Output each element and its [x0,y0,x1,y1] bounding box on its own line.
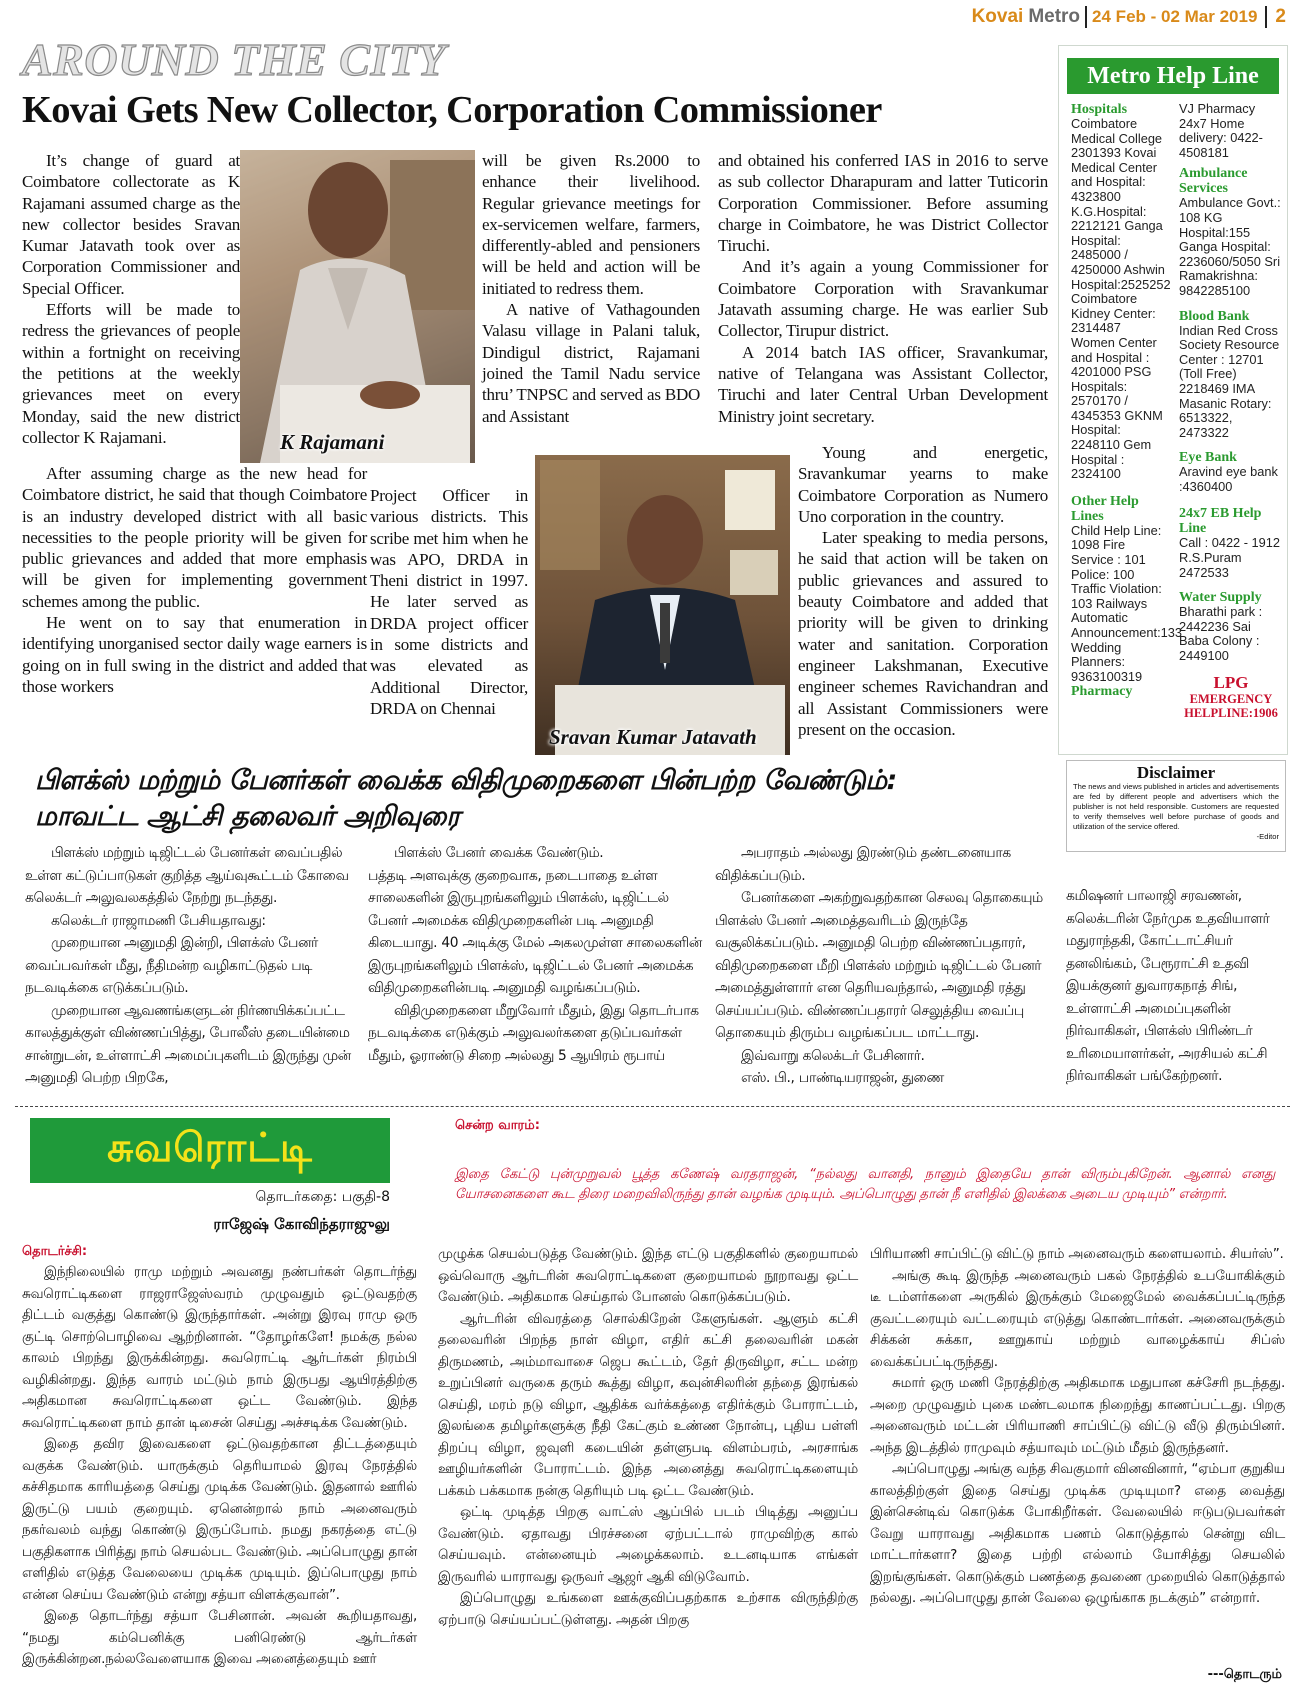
article-paragraph: A 2014 batch IAS officer, Sravankumar, native of Telangana was Assistant Collector, Tiruchi and later Central Urban Development Ministry joint secretary. [718,342,1048,426]
disclaimer-box [1066,760,1286,852]
tamil-paragraph: விதிமுறைகளை மீறுவோர் மீதும், இது தொடர்பாக நடவடிக்கை எடுக்கும் அலுவலர்களை தடுப்பவர்கள் மீதும், ஓராண்டு சிறை அல்லது 5 ஆயிரம் ரூபாய் [368,1002,699,1064]
article-paragraph: Project Officer in various districts. This scribe met him when he was APO, DRDA in Theni district in 1997. He later served as DRDA project officer in some districts and was elevated as Additional Director, DRDA on Chennai [370,486,528,718]
masthead-divider [1085,6,1087,28]
article-col-2 [482,150,700,427]
serial-paragraph: சுமார் ஒரு மணி நேரத்திற்கு அதிகமாக மதுபான கச்சேரி நடந்தது. அறை முழுவதும் புகை மண்டலமாக நிறைந்து காணப்பட்டது. பிறகு அனைவரும் மட்டன் பிரியாணி சாப்பிட்டு விட்டு வீடு திரும்பினர். அந்த இடத்தில் ராமுவும் சத்யாவும் மட்டும் மீதம் இருந்தனர். [870,1375,1285,1456]
serial-col-1 [22,1262,417,1671]
helpline-text: Ambulance Govt.: 108 KG Hospital:155 Ganga Hospital: 2236060/5050 Sri Ramakrishna: 9842285100 [1179,195,1281,298]
tamil-paragraph: இவ்வாறு கலெக்டர் பேசினார். [741,1047,925,1064]
portrait-illustration [240,150,475,463]
photo-caption-rajamani: K Rajamani [280,430,385,454]
helpline-text: Aravind eye bank :4360400 [1179,464,1278,494]
article-paragraph: and obtained his conferred IAS in 2016 to serve as sub collector Dharapuram and latter Tuticorin Corporation Commissioner. Before assuming charge in Coimbatore, he was District Collector Tiruchi. [718,151,1048,256]
portrait-illustration [535,455,790,755]
helpline-text: VJ Pharmacy 24x7 Home delivery: 0422-4508181 [1179,101,1263,160]
helpline-heading: 24x7 EB Help Line [1179,506,1262,537]
tamil-headline-1: பிளக்ஸ் மற்றும் பேனர்கள் வைக்க விதிமுறைகளை பின்பற்ற வேண்டும்: [35,765,897,796]
serial-paragraph: பிரியாணி சாப்பிட்டு விட்டு நாம் அனைவரும் களையலாம். சியர்ஸ்”. [870,1246,1284,1262]
tamil-paragraph: அபராதம் அல்லது இரண்டும் தண்டனையாக விதிக்கப்படும். [715,845,1011,884]
metro-helpline-box [1058,45,1288,755]
helpline-text: Call : 0422 - 1912 R.S.Puram 2472533 [1179,535,1281,580]
prev-week-label: சென்ற வாரம்: [455,1118,540,1133]
tamil-paragraph: பேனர்களை அகற்றுவதற்கான செலவு தொகையும் பிளக்ஸ் பேனர் அமைத்தவரிடம் இருந்தே வசூலிக்கப்படும். அனுமதி பெற்ற விண்ணப்பதாரர், விதிமுறைகளை மீறி பிளக்ஸ் மற்றும் டிஜிட்டல் பேனர் அமைத்துள்ளார் என தெரியவந்தால், அனுமதி ரத்து செய்யப்படும். விண்ணப்பதாரர் செலுத்திய வைப்பு தொகையும் திரும்ப வழங்கப்பட மாட்டாது. [715,890,1043,1041]
section-divider [15,1106,1290,1107]
serial-continuation-label: தொடர்ச்சி: [22,1244,88,1259]
helpline-heading: Water Supply [1179,590,1262,606]
helpline-heading: Ambulance Services [1179,166,1248,197]
article-col-3 [718,150,1048,427]
disclaimer-sign: -Editor [1256,832,1279,841]
serial-logo-text: சுவரொட்டி [107,1125,313,1171]
photo-sravan [535,455,790,755]
brand-metro: Metro [1028,6,1081,27]
photo-caption-sravan: Sravan Kumar Jatavath [549,725,757,749]
disclaimer-text: The news and views published in articles and advertisements are fed by different people and advertisers which the publisher is not held responsible. Customers are requested to verify themselves well before purchase of goods and utilization of the service offered. [1073,782,1279,831]
article-col-2b [370,485,528,719]
serial-col-2 [438,1244,858,1631]
helpline-text: Bharathi park : 2442236 Sai Baba Colony : 2449100 [1179,604,1263,664]
serial-paragraph: ஒட்டி முடித்த பிறகு வாட்ஸ் ஆப்பில் படம் பிடித்து அனுப்ப வேண்டும். ஏதாவது பிரச்சனை ஏற்பட்டால் ராமுவிற்கு கால் செய்யவும். என்னையும் அழைக்கலாம். உடனடியாக எங்கள் இருவரில் யாராவது ஒருவர் ஆஜர் ஆகி விடுவோம். [438,1504,858,1585]
serial-paragraph: இப்பொழுது உங்களை ஊக்குவிப்பதற்காக உற்சாக விருந்திற்கு ஏற்பாடு செய்யப்பட்டுள்ளது. அதன் பிறகு [438,1590,858,1628]
tamil-col-1 [25,842,360,1090]
tamil-paragraph: பிளக்ஸ் பேனர் வைக்க வேண்டும். [394,845,604,861]
masthead [972,4,1286,30]
serial-paragraph: இதை தவிர இவைகளை ஒட்டுவதற்கான திட்டத்தையும் வகுக்க வேண்டும். யாருக்கும் தெரியாமல் இரவு நேரத்தில் கச்சிதமாக காரியத்தை செய்து முடிக்க வேண்டும். இதனால் ஊரில் இருட்டு பயம் குறையும். ஏனென்றால் நாம் அனைவரும் நகர்வலம் வந்து கொண்டு இருப்போம். நமது நகரத்தை எட்டு பகுதிகளாக பிரித்து நாம் செயல்பட வேண்டும். அப்பொழுது தான் எளிதில் எடுத்த வேலையை முடிக்க முடியும். இப்பொழுது நாம் என்ன செய்ய வேண்டும் என்று சத்யா விளக்குவான்”. [22,1436,417,1603]
serial-paragraph: இதை தொடர்ந்து சத்யா பேசினான். அவன் கூறியதாவது, “நமது கம்பெனிக்கு பனிரெண்டு ஆர்டர்கள் இருக்கின்றன.நல்லவேளையாக இவை அனைத்தையும் ஊர் [22,1608,417,1667]
helpline-title: Metro Help Line [1067,58,1279,94]
tamil-paragraph: முறையான ஆவணங்களுடன் நிர்ணயிக்கப்பட்ட காலத்துக்குள் விண்ணப்பித்து, போலீஸ் தடையின்மை சான்றுடன், உள்ளாட்சி அமைப்புகளிடம் இருந்து முன் அனுமதி பெற்ற பிறகே, [25,1002,351,1086]
helpline-heading: Pharmacy [1071,684,1133,700]
headline: Kovai Gets New Collector, Corporation Commissioner [22,89,882,131]
tamil-paragraph: கலெக்டர் ராஜாமணி பேசியதாவது: [51,912,266,929]
brand-kovai: Kovai [971,6,1024,27]
helpline-heading: Blood Bank [1179,308,1250,324]
tamil-col-4 [1066,885,1288,1088]
masthead-divider [1265,6,1267,28]
article-paragraph: And it’s again a young Commissioner for Coimbatore Corporation with Sravankumar Jatavath assuming charge. He was earlier Sub Collector, Tirupur district. [718,257,1048,341]
helpline-heading: Hospitals [1071,102,1128,117]
serial-paragraph: இந்நிலையில் ராமு மற்றும் அவனது நண்பர்கள் தொடர்ந்து சுவரொட்டிகளை ராஜராஜேஸ்வரம் முழுவதும் ஒட்டுவதற்கு திட்டம் வகுத்து கொண்டு இருந்தார்கள். அன்று இரவு ராமு ஒரு குட்டி சொற்பொழிவை ஆற்றினான். “தோழர்களே! நமக்கு நல்ல காலம் பிறந்து இருக்கின்றது. சுவரொட்டி ஆர்டர்கள் நிரம்பி வழிகின்றது. இந்த வாரம் மட்டும் நாம் இருபது ஆயிரத்திற்கு அதிகமான சுவரொட்டிகளை ஒட்ட வேண்டும். இந்த சுவரொட்டிகளை நாம் தான் டிசைன் செய்து அச்சடிக்க வேண்டும். [22,1264,417,1431]
prev-week-text: இதை கேட்டு புன்முறுவல் பூத்த கணேஷ் வரதராஜன், “நல்லது வானதி, நானும் இதையே தான் விரும்புகிறேன். ஆனால் எனது யோசனைகளை கூட திரை மறைவிலிருந்து தான் வழங்க முடியும். அப்பொழுது தான் நீ எளிதில் இலக்கை அடைய முடியும்” என்றார். [455,1167,1275,1202]
disclaimer-title: Disclaimer [1136,763,1216,782]
helpline-right-col [1179,98,1283,720]
serial-col-3 [870,1244,1285,1610]
section-title: AROUND THE CITY [22,34,447,85]
helpline-heading: Other Help Lines [1071,493,1139,524]
tamil-paragraph: எஸ். பி., பாண்டியராஜன், துணை [741,1070,944,1086]
serial-paragraph: முழுக்க செயல்படுத்த வேண்டும். இந்த எட்டு பகுதிகளில் குறையாமல் ஒவ்வொரு ஆர்டரின் சுவரொட்டிகளை குறையாமல் நூறாவது ஒட்ட வேண்டும். அதிகமாக செய்தால் போனஸ் கொடுக்கப்படும். [438,1246,858,1305]
article-col-3b [798,442,1048,740]
lpg-helpline: EMERGENCY HELPLINE:1906 [1184,691,1278,720]
tamil-paragraph: பிளக்ஸ் மற்றும் டிஜிட்டல் பேனர்கள் வைப்பதில் உள்ள கட்டுப்பாடுகள் குறித்த ஆய்வுகூட்டம் கோவை கலெக்டர் அலுவலகத்தில் நேற்று நடந்தது. [25,845,349,906]
helpline-heading: Eye Bank [1179,450,1237,466]
serial-subtitle: தொடர்கதை: பகுதி-8 [255,1189,390,1205]
page-number: 2 [1275,6,1286,27]
lpg-title: LPG [1213,672,1249,692]
article-paragraph: Later speaking to media persons, he said that action will be taken on public grievances and assured to beauty Coimbatore and added that priority will be given to drinking water and sanitation. Corporation engineer Lakshmanan, Executive engineer schemes Ravichandran and all Assistant Commissioners were present on the occasion. [798,528,1048,739]
tamil-col-2 [368,842,708,1067]
tamil-paragraph: கமிஷனர் பாலாஜி சரவணன், கலெக்டரின் நேர்முக உதவியாளர் மதுராந்தகி, கோட்டாட்சியர் தனலிங்கம், பேரூராட்சி உதவி இயக்குனர் துவாரகநாத் சிங், உள்ளாட்சி அமைப்புகளின் நிர்வாகிகள், பிளக்ஸ் பிரிண்டர் உரிமையாளர்கள், அரசியல் கட்சி நிர்வாகிகள் பங்கேற்றனர். [1066,888,1270,1084]
article-paragraph: Young and energetic, Sravankumar yearns to make Coimbatore Corporation as Numero Uno corporation in the country. [798,443,1048,526]
serial-author: ராஜேஷ் கோவிந்தராஜுலு [213,1215,390,1233]
photo-rajamani [240,150,475,463]
tamil-paragraph: முறையான அனுமதி இன்றி, பிளக்ஸ் பேனர் வைப்பவர்கள் மீது, நீதிமன்ற வழிகாட்டுதல் படி நடவடிக்கை எடுக்கப்படும். [25,935,318,996]
article-paragraph: A native of Vathagounden Valasu village in Palani taluk, Dindigul district, Rajamani joined the Tamil Nadu service thru’ TNPSC and served as BDO and Assistant [482,300,700,426]
serial-paragraph: ஆர்டரின் விவரத்தை சொல்கிறேன் கேளுங்கள். ஆளும் கட்சி தலைவரின் பிறந்த நாள் விழா, எதிர் கட்சி தலைவரின் மகன் திருமணம், அம்மாவாசை ஜெப கூட்டம், தேர் திருவிழா, சட்ட மன்ற உறுப்பினர் வருகை தரும் கூத்து விழா, கவுன்சிலரின் தந்தை இரங்கல் செய்தி, மரம் நடு விழா, ஆதிக்க வர்க்கத்தை எதிர்க்கும் போராட்டம், இலங்கை தமிழர்களுக்கு நீதி கேட்கும் உண்ண நோன்பு, புதிய பள்ளி திறப்பு விழா, ஜவுளி கடையின் தள்ளுபடி விளம்பரம், அரசாங்க ஊழியர்களின் போராட்டம். இந்த அனைத்து சுவரொட்டிகளையும் பக்கம் பக்கமாக நன்கு தெரியும் படி ஒட்ட வேண்டும். [438,1310,858,1499]
helpline-left-col [1071,98,1182,700]
helpline-text: Indian Red Cross Society Resource Center : 12701 (Toll Free) 2218469 IMA Masanic Rotary: 6513322, 2473322 [1179,322,1280,440]
article-wide-paragraphs [22,463,367,697]
tamil-paragraph: பத்தடி அளவுக்கு குறைவாக, நடைபாதை உள்ள சாலைகளின் இருபுறங்களிலும் பிளக்ஸ், டிஜிட்டல் பேனர் அமைக்க விதிமுறைகளின் படி அனுமதி கிடையாது. 40 அடிக்கு மேல் அகலமுள்ள சாலைகளின் இருபுறங்களிலும் பிளக்ஸ், டிஜிட்டல் பேனர் அமைக்க விதிமுறைகளின்படி அனுமதி வழங்கப்படும். [368,867,702,996]
serial-to-be-continued: ---தொடரும் [1207,1667,1282,1682]
helpline-text: Child Help Line: 1098 Fire Service : 101 Police: 100 Traffic Violation: 103 Railways Automatic Announcement:133 Wedding Planners: 9363100319 [1071,522,1182,684]
article-paragraph: It’s change of guard at Coimbatore collectorate as K Rajamani assumed charge as the new collector besides Sravan Kumar Jatavath took over as Corporation Commissioner and Special Officer. [22,151,240,298]
article-paragraph: Efforts will be made to redress the grievances of people within a fortnight on receiving the petitions at the weekly grievances meet on every Monday, said the new district collector K Rajamani. [22,300,240,447]
article-paragraph: After assuming charge as the new head for Coimbatore district, he said that though Coimbatore is an industry developed district with all basic necessities to the people priority will be given for public grievances and added that more emphasis will be given for implementing government schemes among the public. [22,464,367,611]
article-paragraph: He went on to say that enumeration in identifying unorganised sector daily wage earners is going on in full swing in the district and added that those workers [22,613,367,696]
helpline-text: Coimbatore Medical College 2301393 Kovai Medical Center and Hospital: 4323800 K.G.Hospital: 2212121 Ganga Hospital: 2485000 / 4250000 Ashwin Hospital:2525252 Coimbatore Kidney Center: 2314487 Women Center and Hospital : 4201000 PSG Hospitals: 2570170 / 4345353 GKNM Hospital: 2248110 Gem Hospital : 2324100 [1071,116,1171,482]
tamil-headline-2: மாவட்ட ஆட்சி தலைவர் அறிவுரை [35,801,460,832]
tamil-col-3 [715,842,1060,1090]
article-col-1 [22,150,240,448]
serial-paragraph: அப்பொழுது அங்கு வந்த சிவகுமார் வினவினார், “ஏம்பா குறுகிய காலத்திற்குள் இதை செய்து முடிக்க முடியுமா? எதை வைத்து இன்சென்டிவ் கொடுக்க போகிறீர்கள். வேலையில் ஈடுபடுபவர்கள் வேறு யாராவது அதிகமாக பணம் கொடுத்தால் சென்று விட மாட்டார்களா? இதை பற்றி எல்லாம் யோசித்து செயலில் இறங்குங்கள். கொடுக்கும் பணத்தை தவணை முறையில் கொடுத்தால் நல்லது. அப்பொழுது தான் வேலை ஒழுங்காக நடக்கும்” என்றார். [870,1461,1285,1606]
serial-paragraph: அங்கு கூடி இருந்த அனைவரும் பகல் நேரத்தில் உபயோகிக்கும் டீ டம்ளர்களை அருகில் இருக்கும் மேஜைமேல் வைக்கப்பட்டிருந்த குவட்டரையும் வட்டரையும் எடுத்து கொண்டார்கள். அனைவருக்கும் சிக்கன் சுக்கா, ஊறுகாய் மற்றும் வாழைக்காய் சிப்ஸ் வைக்கப்பட்டிருந்தது. [870,1267,1285,1370]
issue-date: 24 Feb - 02 Mar 2019 [1092,7,1258,26]
serial-logo [30,1118,390,1183]
article-paragraph: will be given Rs.2000 to enhance their livelihood. Regular grievance meetings for ex-servicemen welfare, farmers, differently-abled and pensioners will be held and action will be initiated to redress them. [482,151,700,298]
